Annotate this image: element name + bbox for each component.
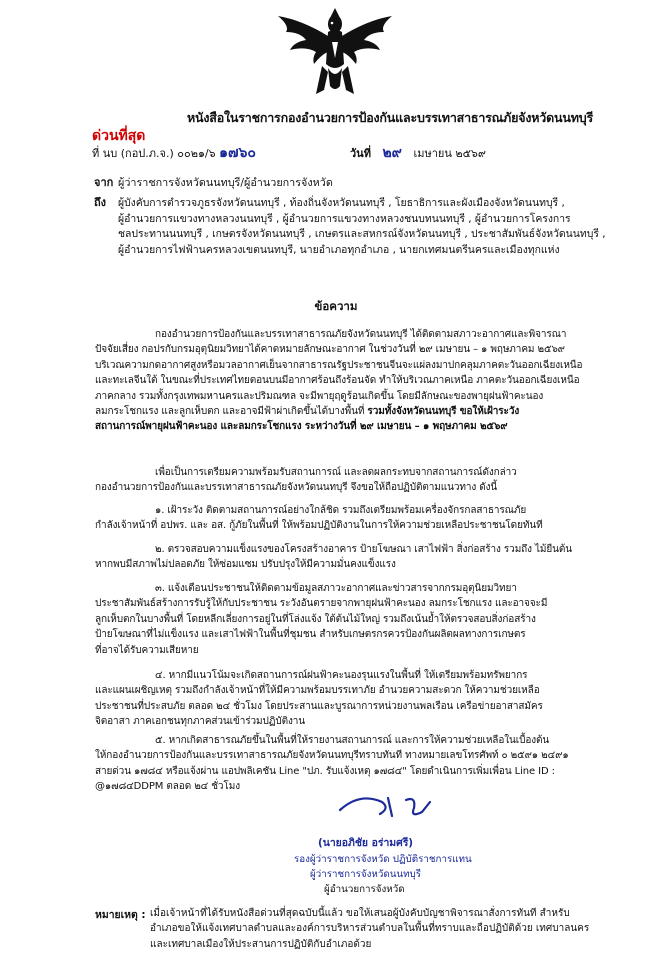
item2-line: ๒. ตรวจสอบความแข็งแรงของโครงสร้างอาคาร ป้ายโฆษณา เสาไฟฟ้า สิ่งก่อสร้าง รวมถึง ไม้ยืนต้น bbox=[155, 544, 573, 555]
paragraph-2 bbox=[95, 465, 655, 496]
item1-line: กำลังเจ้าหน้าที่ อปพร. และ อส. กู้ภัยในพื้นที่ ให้พร้อมปฏิบัติงานในการให้ความช่วยเหลือประชาชนโดยทันที bbox=[95, 520, 543, 532]
to-line: ผู้บังคับการตำรวจภูธรจังหวัดนนทบุรี , ท้องถิ่นจังหวัดนนทบุรี , โยธาธิการและผังเมืองจังหวัดนนทบุรี , bbox=[118, 197, 565, 209]
note-line: และเทศบาลเมืองให้ประสานการปฏิบัติกับอำเภอด้วย bbox=[150, 938, 372, 950]
para1-line: ปัจจัยเสี่ยง กอปรกับกรมอุตุนิยมวิทยาได้คาดหมายลักษณะอากาศ ในช่วงวันที่ ๒๙ เมษายน – ๑ พฤษภาคม ๒๕๖๙ bbox=[95, 344, 565, 356]
date-label: วันที่ bbox=[350, 147, 371, 160]
para1-bold-tail: รวมทั้งจังหวัดนนทบุรี ขอให้เฝ้าระวัง bbox=[367, 406, 520, 418]
to-line: ผู้อำนวยการไฟฟ้านครหลวงเขตนนทบุรี, นายอำเภอทุกอำเภอ , นายกเทศมนตรีนครและเมืองทุกแห่ง bbox=[118, 243, 560, 256]
para1-line: และทะเลจีนใต้ ในขณะที่ประเทศไทยตอนบนมีอากาศร้อนถึงร้อนจัด ทำให้บริเวณภาคเหนือ ภาคตะวันออกเฉียงเหนือ bbox=[95, 375, 580, 387]
item2-line: หากพบมีสภาพไม่ปลอดภัย ให้ซ่อมแซม ปรับปรุงให้มีความมั่นคงแข็งแรง bbox=[95, 559, 396, 571]
paragraph-1 bbox=[95, 327, 655, 435]
item-3 bbox=[95, 581, 655, 658]
reference-label: ที่ นบ (กอป.ภ.จ.) ๐๐๒๑/๖ bbox=[92, 147, 216, 160]
handwritten-signature-icon bbox=[330, 788, 460, 822]
item-2 bbox=[95, 542, 655, 573]
to-line: ชลประทานนนทบุรี , เกษตรจังหวัดนนทบุรี , เกษตรและสหกรณ์จังหวัดนนทบุรี , ประชาสัมพันธ์จังหวัดนนทบุรี , bbox=[118, 228, 606, 240]
para2-line: กองอำนวยการป้องกันและบรรเทาสาธารณภัยจังหวัดนนทบุรี จึงขอให้ถือปฏิบัติตามแนวทาง ดังนี้ bbox=[95, 482, 498, 494]
from-text: ผู้ว่าราชการจังหวัดนนทบุรี/ผู้อำนวยการจังหวัด bbox=[118, 176, 333, 189]
date-line bbox=[350, 146, 486, 161]
item5-line: @๑๗๘๔DDPM ตลอด ๒๔ ชั่วโมง bbox=[95, 781, 240, 793]
section-title: ข้อความ bbox=[314, 299, 358, 313]
item-1 bbox=[95, 503, 655, 534]
item4-line: ๔. หากมีแนวโน้มจะเกิดสถานการณ์ฝนฟ้าคะนองรุนแรงในพื้นที่ ให้เตรียมพร้อมทรัพยากร bbox=[155, 670, 528, 681]
item4-line: จิตอาสา ภาคเอกชนทุกภาคส่วนเข้าร่วมปฏิบัติงาน bbox=[95, 716, 306, 728]
date-month-year: เมษายน ๒๕๖๙ bbox=[413, 147, 486, 160]
signer-title-1: รองผู้ว่าราชการจังหวัด ปฏิบัติราชการแทน bbox=[294, 854, 472, 865]
para1-line-with-tail: ลมกระโชกแรง และลูกเห็บตก และอาจมีฟ้าผ่าเกิดขึ้นได้บางพื้นที่ รวมทั้งจังหวัดนนทบุรี ขอให้เฝ้าระวัง bbox=[95, 406, 520, 418]
item-4 bbox=[95, 668, 655, 730]
date-day: ๒๙ bbox=[382, 145, 402, 161]
reference-number: ๑๗๖๐ bbox=[219, 145, 256, 161]
item3-line: ลูกเห็บตกในบางพื้นที่ โดยหลีกเลี่ยงการอยู่ในที่โล่งแจ้ง ใต้ต้นไม้ใหญ่ รวมถึงเน้นย้ำให้ตรวจสอบสิ่งก่อสร้าง bbox=[95, 613, 536, 625]
para1-bold-line: สถานการณ์พายุฝนฟ้าคะนอง และลมกระโชกแรง ระหว่างวันที่ ๒๙ เมษายน – ๑ พฤษภาคม ๒๕๖๙ bbox=[95, 421, 508, 433]
note-line: เมื่อเจ้าหน้าที่ได้รับหนังสือด่วนที่สุดฉบับนี้แล้ว ขอให้เสนอผู้บังคับบัญชาพิจารณาสั่งการทันที สำหรับ bbox=[150, 908, 570, 919]
item3-line: ที่อาจได้รับความเสียหาย bbox=[95, 644, 199, 656]
note-text bbox=[150, 906, 660, 952]
urgency-label: ด่วนที่สุด bbox=[92, 128, 146, 144]
item5-line: ๕. หากเกิดสาธารณภัยขึ้นในพื้นที่ให้รายงานสถานการณ์ และการให้ความช่วยเหลือในเบื้องต้น bbox=[155, 735, 550, 746]
garuda-emblem-icon bbox=[272, 2, 398, 102]
signer-title-3: ผู้อำนวยการจังหวัด bbox=[324, 884, 405, 895]
item1-line: ๑. เฝ้าระวัง ติดตามสถานการณ์อย่างใกล้ชิด รวมถึงเตรียมพร้อมเครื่องจักรกลสาธารณภัย bbox=[155, 505, 527, 516]
para2-line: เพื่อเป็นการเตรียมความพร้อมรับสถานการณ์ และลดผลกระทบจากสถานการณ์ดังกล่าว bbox=[155, 467, 517, 478]
note-line: อำเภอขอให้แจ้งเทศบาลตำบลและองค์การบริหารส่วนตำบลในพื้นที่ทราบและถือปฏิบัติด้วย เทศบาลนคร bbox=[150, 923, 590, 935]
note-label: หมายเหตุ : bbox=[95, 909, 146, 921]
document-heading: หนังสือในราชการกองอำนวยการป้องกันและบรรเทาสาธารณภัยจังหวัดนนทบุรี bbox=[186, 110, 594, 125]
item3-line: ๓. แจ้งเตือนประชาชนให้ติดตามข้อมูลสภาวะอากาศและข่าวสารจากกรมอุตุนิยมวิทยา bbox=[155, 583, 517, 594]
from-label: จาก bbox=[94, 176, 114, 189]
signer-name: (นายอภิชัย อร่ามศรี) bbox=[318, 837, 414, 849]
item3-line: ป้ายโฆษณาที่ไม่แข็งแรง และเสาไฟฟ้าในพื้นที่ชุมชน สำหรับเกษตรกรควรป้องกันผลิตผลทางการเกษตร bbox=[95, 629, 526, 641]
item3-line: ประชาสัมพันธ์สร้างการรับรู้ให้กับประชาชน ระวังอันตรายจากพายุฝนฟ้าคะนอง ลมกระโชกแรง และอาจจะมี bbox=[95, 598, 548, 610]
to-line: ผู้อำนวยการแขวงทางหลวงนนทบุรี , ผู้อำนวยการแขวงทางหลวงชนบทนนทบุรี , ผู้อำนวยการโครงการ bbox=[118, 212, 571, 225]
item4-line: และแผนเผชิญเหตุ รวมถึงกำลังเจ้าหน้าที่ให้มีความพร้อมบรรเทาภัย อำนวยความสะดวก ให้ความช่วยเหลือ bbox=[95, 685, 540, 697]
para1-line: กองอำนวยการป้องกันและบรรเทาสาธารณภัยจังหวัดนนทบุรี ได้ติดตามสภาวะอากาศและพิจารณา bbox=[155, 329, 567, 340]
para1-line: บริเวณความกดอากาศสูงหรือมวลอากาศเย็นจากสาธารณรัฐประชาชนจีนจะแผ่ลงมาปกคลุมภาคตะวันออกเฉียงเหนือ bbox=[95, 359, 583, 371]
to-label: ถึง bbox=[94, 196, 107, 209]
item-5 bbox=[95, 733, 655, 795]
item5-line: สายด่วน ๑๗๘๔ หรือแจ้งผ่าน แอปพลิเคชัน Line "ปภ. รับแจ้งเหตุ ๑๗๘๔" โดยดำเนินการเพิ่มเพื่อน Line ID : bbox=[95, 765, 555, 777]
reference-line bbox=[92, 146, 256, 161]
signer-title-2: ผู้ว่าราชการจังหวัดนนทบุรี bbox=[310, 869, 422, 880]
para1-line: ภาคกลาง รวมทั้งกรุงเทพมหานครและปริมณฑล จะมีพายุฤดูร้อนเกิดขึ้น โดยมีลักษณะของพายุฝนฟ้าคะนอง bbox=[95, 390, 544, 402]
to-recipients bbox=[118, 196, 663, 258]
item4-line: ประชาชนที่ประสบภัย ตลอด ๒๔ ชั่วโมง โดยประสานและบูรณาการหน่วยงานพลเรือน เครือข่ายอาสาสมัคร bbox=[95, 700, 543, 712]
item5-line: ให้กองอำนวยการป้องกันและบรรเทาสาธารณภัยจังหวัดนนทบุรีทราบทันที ทางหมายเลขโทรศัพท์ ๐ ๒๕๙๑ ๒๔๙๑ bbox=[95, 750, 569, 762]
